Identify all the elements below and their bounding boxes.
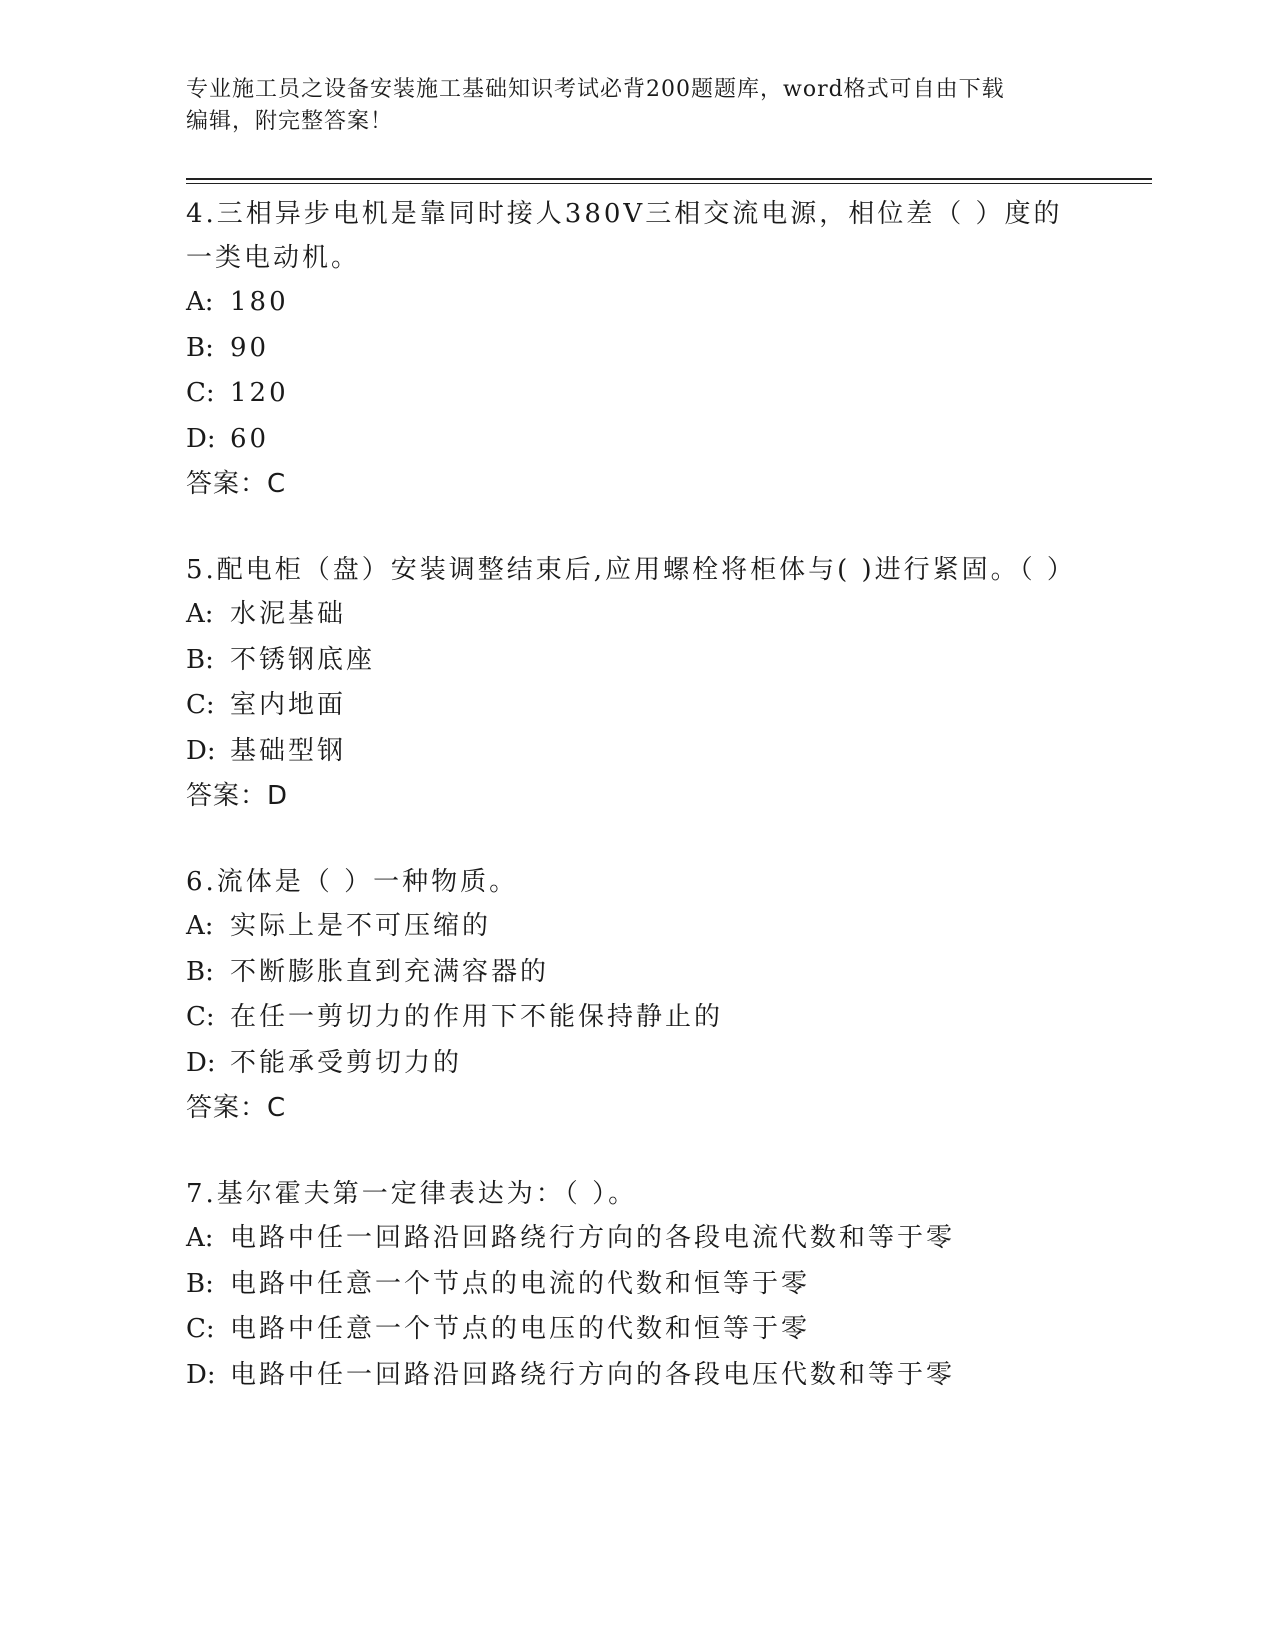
option-a xyxy=(186,280,1066,326)
option-letter: C: xyxy=(186,1002,215,1032)
option-text: 电路中任一回路沿回路绕行方向的各段电压代数和等于零 xyxy=(230,1359,956,1390)
option-letter: C: xyxy=(186,378,215,408)
option-c xyxy=(186,683,1066,729)
option-text: 水泥基础 xyxy=(230,599,347,629)
header-title-line1: 专业施工员之设备安装施工基础知识考试必背200题题库，word格式可自由下载 xyxy=(186,77,1005,102)
answer-label: 答案：C xyxy=(186,1093,287,1123)
option-d xyxy=(186,1353,1066,1399)
option-b xyxy=(186,1262,1066,1308)
option-letter: C: xyxy=(186,690,215,720)
option-text: 基础型钢 xyxy=(230,735,347,766)
option-letter: D: xyxy=(186,735,216,766)
question-stem: 6.流体是（ ）一种物质。 xyxy=(186,867,519,897)
question-7 xyxy=(186,1172,1066,1398)
option-a xyxy=(186,904,1066,950)
option-text: 电路中任意一个节点的电压的代数和恒等于零 xyxy=(230,1314,811,1344)
option-text: 电路中任意一个节点的电流的代数和恒等于零 xyxy=(230,1268,811,1299)
option-text: 不能承受剪切力的 xyxy=(230,1047,463,1078)
question-5 xyxy=(186,548,1076,818)
question-list xyxy=(186,192,1076,1440)
question-stem: 4.三相异步电机是靠同时接人380V三相交流电源，相位差（ ）度的一类电动机。 xyxy=(186,199,1063,273)
question-stem: 7.基尔霍夫第一定律表达为：（ ）。 xyxy=(186,1179,638,1209)
option-text: 电路中任一回路沿回路绕行方向的各段电流代数和等于零 xyxy=(230,1223,956,1253)
option-c xyxy=(186,995,1066,1041)
question-stem: 5.配电柜（盘）安装调整结束后,应用螺栓将柜体与( )进行紧固。（ ） xyxy=(186,555,1076,585)
option-letter: B: xyxy=(186,1268,214,1299)
option-letter: B: xyxy=(186,644,214,675)
answer-label: 答案：C xyxy=(186,469,287,499)
option-text: 室内地面 xyxy=(230,690,347,720)
question-6 xyxy=(186,860,1066,1130)
option-text: 不断膨胀直到充满容器的 xyxy=(230,956,550,987)
option-text: 在任一剪切力的作用下不能保持静止的 xyxy=(230,1002,724,1032)
option-letter: B: xyxy=(186,332,214,363)
header-divider-thin xyxy=(186,183,1152,184)
option-text: 不锈钢底座 xyxy=(230,644,376,675)
question-4 xyxy=(186,192,1066,506)
option-d xyxy=(186,729,1066,775)
option-text: 120 xyxy=(230,378,289,408)
option-text: 60 xyxy=(230,423,270,454)
option-letter: D: xyxy=(186,1359,216,1390)
option-letter: A: xyxy=(186,287,214,317)
document-page xyxy=(186,0,1156,1650)
option-letter: C: xyxy=(186,1314,215,1344)
option-letter: D: xyxy=(186,423,216,454)
option-letter: B: xyxy=(186,956,214,987)
option-text: 90 xyxy=(230,332,270,363)
header-title-line2: 编辑，附完整答案！ xyxy=(186,109,394,134)
option-a xyxy=(186,1216,1066,1262)
option-letter: A: xyxy=(186,1223,214,1253)
option-letter: A: xyxy=(186,599,214,629)
option-b xyxy=(186,638,1066,684)
option-c xyxy=(186,371,1066,417)
option-b xyxy=(186,950,1066,996)
header-divider-thick xyxy=(186,178,1152,180)
option-a xyxy=(186,592,1066,638)
option-d xyxy=(186,417,1066,463)
option-text: 180 xyxy=(230,287,289,317)
option-letter: A: xyxy=(186,911,214,941)
option-c xyxy=(186,1307,1066,1353)
option-b xyxy=(186,326,1066,372)
option-letter: D: xyxy=(186,1047,216,1078)
answer-label: 答案：D xyxy=(186,781,289,811)
option-d xyxy=(186,1041,1066,1087)
document-header xyxy=(186,74,1086,138)
option-text: 实际上是不可压缩的 xyxy=(230,911,492,941)
